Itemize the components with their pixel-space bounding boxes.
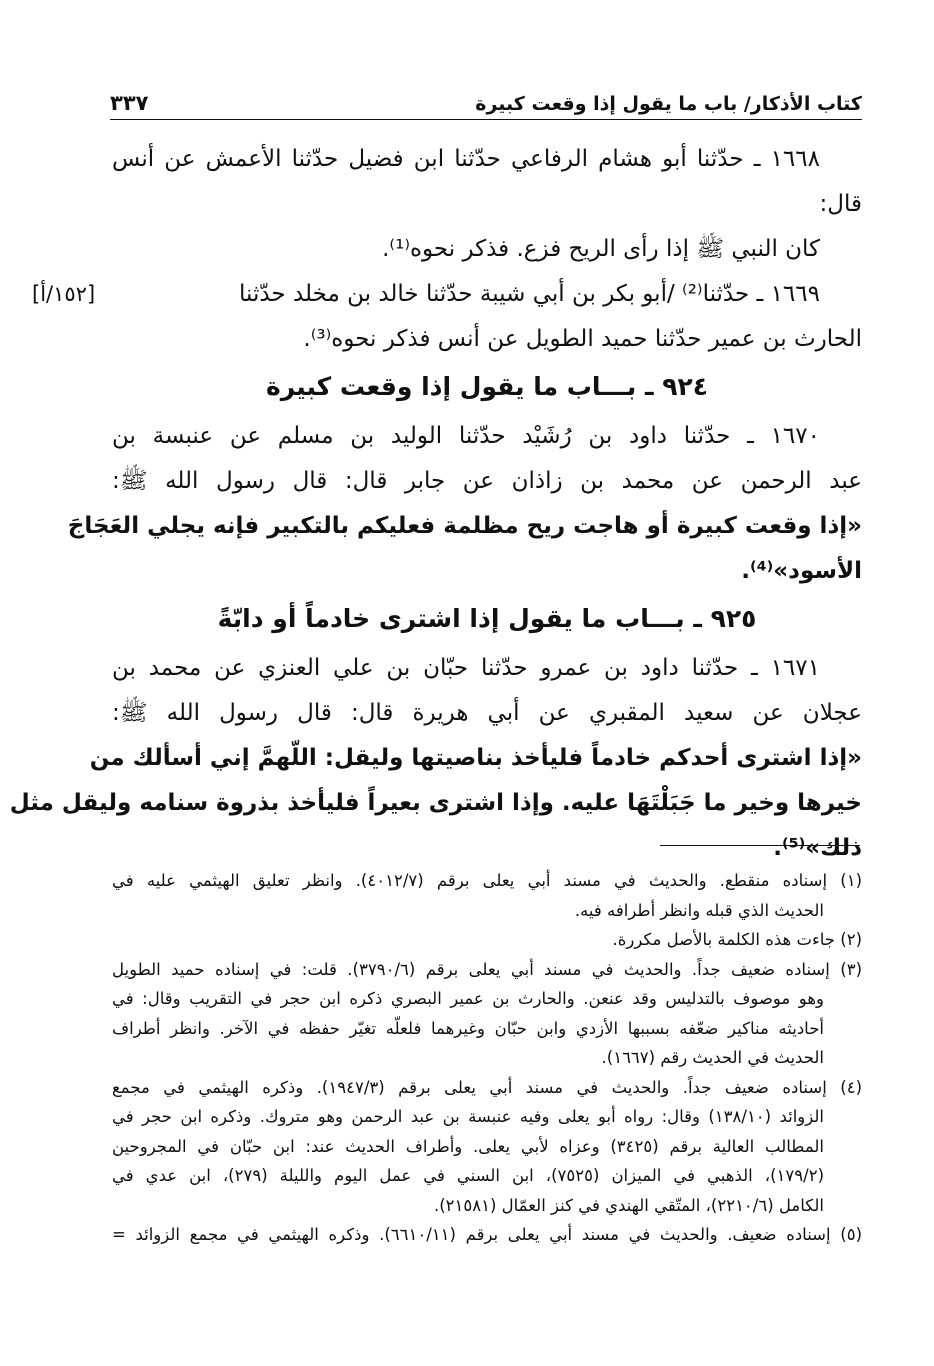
footnote-3-line-3: أحاديثه مناكير ضعّفه بسببها الأزدي وابن حبّان وغيرهما فلعلّه تغيّر حفظه في الآخر. وانظر أطراف: [112, 1018, 824, 1038]
footnote-4-line-5: الكامل (٢٢١٠/٦)، المتّقي الهندي في كنز العمّال (٢١٥٨١).: [433, 1195, 824, 1215]
footnote-2: (٢) جاءت هذه الكلمة بالأصل مكررة.: [612, 930, 862, 949]
hadith-1670-line-1: ١٦٧٠ ـ حدّثنا داود بن رُشَيْد حدّثنا الوليد بن مسلم عن عنبسة بن: [112, 423, 820, 449]
footnote-separator: [660, 845, 860, 846]
chapter-heading-925: ٩٢٥ ـ بـــاب ما يقول إذا اشترى خادماً أو دابّةً: [217, 604, 757, 633]
page-header: [110, 78, 862, 120]
footnote-4-line-2: الزوائد (١٣٨/١٠) وقال: رواه أبو يعلى وفيه عنبسة بن عبد الرحمن وهو متروك. وذكره ابن حجر في: [112, 1107, 824, 1126]
footnote-3-line-1: (٣) إسناده ضعيف جداً. والحديث في مسند أبي يعلى برقم (٣٧٩٠/٦). قلت: في إسناده حميد الطويل: [112, 959, 862, 979]
running-title: كتاب الأذكار/ باب ما يقول إذا وقعت كبيرة: [475, 93, 862, 115]
footnote-4-line-3: المطالب العالية برقم (٣٤٢٥) وعزاه لأبي يعلى. وأطراف الحديث عند: ابن حبّان في المجروحين: [112, 1136, 824, 1156]
footnote-4-line-1: (٤) إسناده ضعيف جداً. والحديث في مسند أبي يعلى برقم (١٩٤٧/٣). وذكره الهيثمي في مجمع: [112, 1077, 862, 1097]
hadith-1671-matn-line-3: ذلك»⁽⁵⁾.: [773, 835, 862, 861]
hadith-1669-line-2: الحارث بن عمير حدّثنا حميد الطويل عن أنس فذكر نحوه⁽³⁾.: [303, 326, 862, 352]
hadith-1670-line-2: عبد الرحمن عن محمد بن زاذان عن جابر قال: قال رسول الله ﷺ:: [112, 468, 862, 494]
hadith-1670-matn-line-2: الأسود»⁽⁴⁾.: [741, 558, 862, 584]
hadith-1668-line-2: قال:: [819, 191, 862, 217]
footnote-3-line-2: وهو موصوف بالتدليس وقد عنعن. والحارث بن عمير البصري ذكره ابن حجر في التقريب وقال: في: [112, 989, 824, 1008]
hadith-1668-line-3: كان النبي ﷺ إذا رأى الريح فزع. فذكر نحوه⁽¹⁾.: [382, 236, 820, 262]
footnote-1-line-1: (١) إسناده منقطع. والحديث في مسند أبي يعلى برقم (٤٠١٢/٧). وانظر تعليق الهيثمي عليه في: [112, 871, 862, 890]
chapter-heading-924: ٩٢٤ ـ بـــاب ما يقول إذا وقعت كبيرة: [265, 372, 709, 401]
hadith-1671-line-1: ١٦٧١ ـ حدّثنا داود بن عمرو حدّثنا حبّان بن علي العنزي عن محمد بن: [112, 655, 820, 681]
footnote-5-line-1: (٥) إسناده ضعيف. والحديث في مسند أبي يعلى برقم (٦٦١٠/١١). وذكره الهيثمي في مجمع الزوائد =: [112, 1225, 862, 1244]
manuscript-folio-ref: [١٥٢/أ]: [32, 282, 96, 306]
hadith-1669-line-1: [32, 273, 862, 318]
hadith-1671-line-2: عجلان عن سعيد المقبري عن أبي هريرة قال: قال رسول الله ﷺ:: [112, 700, 862, 726]
hadith-1670-matn-line-1: «إذا وقعت كبيرة أو هاجت ريح مظلمة فعليكم بالتكبير فإنه يجلي العَجَاجَ: [67, 513, 862, 539]
main-text: [9, 138, 862, 872]
footnote-4-line-4: (١٧٩/٢)، الذهبي في الميزان (٧٥٢٥)، ابن السني في عمل اليوم والليلة (٢٧٩)، ابن عدي في: [112, 1166, 824, 1185]
hadith-1668-line-1: ١٦٦٨ ـ حدّثنا أبو هشام الرفاعي حدّثنا ابن فضيل حدّثنا الأعمش عن أنس: [112, 146, 820, 172]
footnote-1-line-2: الحديث الذي قبله وانظر أطرافه فيه.: [574, 900, 824, 920]
hadith-1671-matn-line-2: خيرها وخير ما جَبَلْتَهَا عليه. وإذا اشترى بعيراً فليأخذ بذروة سنامه وليقل مثل: [9, 790, 862, 816]
hadith-1669-text: ١٦٦٩ ـ حدّثنا⁽²⁾ /أبو بكر بن أبي شيبة حدّثنا خالد بن مخلد حدّثنا: [239, 281, 820, 307]
hadith-1671-matn-line-1: «إذا اشترى أحدكم خادماً فليأخذ بناصيتها وليقل: اللّهمَّ إني أسألك من: [89, 745, 862, 771]
page-number: ٣٣٧: [110, 91, 149, 115]
footnote-3-line-4: الحديث في الحديث رقم (١٦٦٧).: [601, 1048, 824, 1067]
footnotes: [112, 866, 862, 1250]
